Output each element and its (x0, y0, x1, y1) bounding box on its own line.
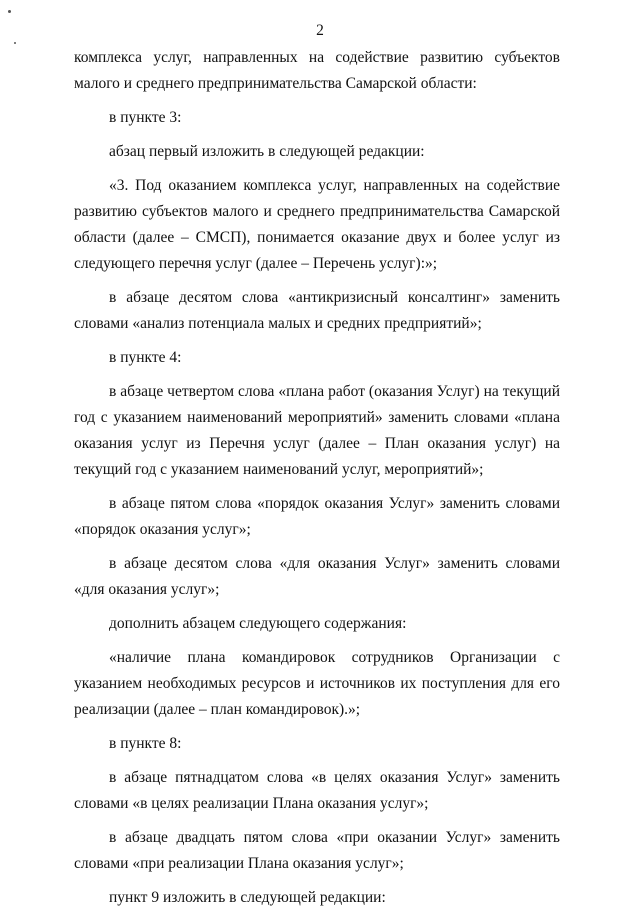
scan-dot (8, 10, 11, 13)
scan-dot (14, 42, 16, 44)
paragraph: абзац первый изложить в следующей редакции: (109, 143, 425, 160)
paragraph: в абзаце двадцать пятом слова «при оказании Услуг» заменить словами «при реализации Плана оказания услуг»; (74, 829, 560, 872)
paragraph: дополнить абзацем следующего содержания: (109, 615, 407, 632)
paragraph: в абзаце четвертом слова «плана работ (оказания Услуг) на текущий год с указанием наименований мероприятий» заменить словами «плана оказания услуг из Перечня услуг (далее – План оказания услуг) на текущий год с указанием наименований услуг, мероприятий»; (74, 383, 560, 478)
paragraph-continuation: комплекса услуг, направленных на содействие развитию субъектов малого и среднего предпринимательства Самарской области: (74, 49, 560, 92)
paragraph: «3. Под оказанием комплекса услуг, направленных на содействие развитию субъектов малого и среднего предпринимательства Самарской области (далее – СМСП), понимается оказание двух и более услуг из следующего перечня услуг (далее – Перечень услуг):»; (74, 177, 560, 272)
paragraph: в пункте 3: (109, 109, 182, 126)
paragraph: в пункте 4: (109, 349, 182, 366)
paragraph: пункт 9 изложить в следующей редакции: (109, 889, 386, 906)
paragraph: в пункте 8: (109, 735, 182, 752)
paragraph: в абзаце десятом слова «для оказания Услуг» заменить словами «для оказания услуг»; (74, 555, 560, 598)
page-number: 2 (316, 22, 324, 39)
paragraph: «наличие плана командировок сотрудников Организации с указанием необходимых ресурсов и источников их поступления для его реализации (далее – план командировок).»; (74, 649, 560, 718)
document-body (74, 45, 560, 919)
paragraph: в абзаце пятом слова «порядок оказания Услуг» заменить словами «порядок оказания услуг»; (74, 495, 560, 538)
paragraph: в абзаце пятнадцатом слова «в целях оказания Услуг» заменить словами «в целях реализации Плана оказания услуг»; (74, 769, 560, 812)
paragraph: в абзаце десятом слова «антикризисный консалтинг» заменить словами «анализ потенциала малых и средних предприятий»; (74, 289, 560, 332)
